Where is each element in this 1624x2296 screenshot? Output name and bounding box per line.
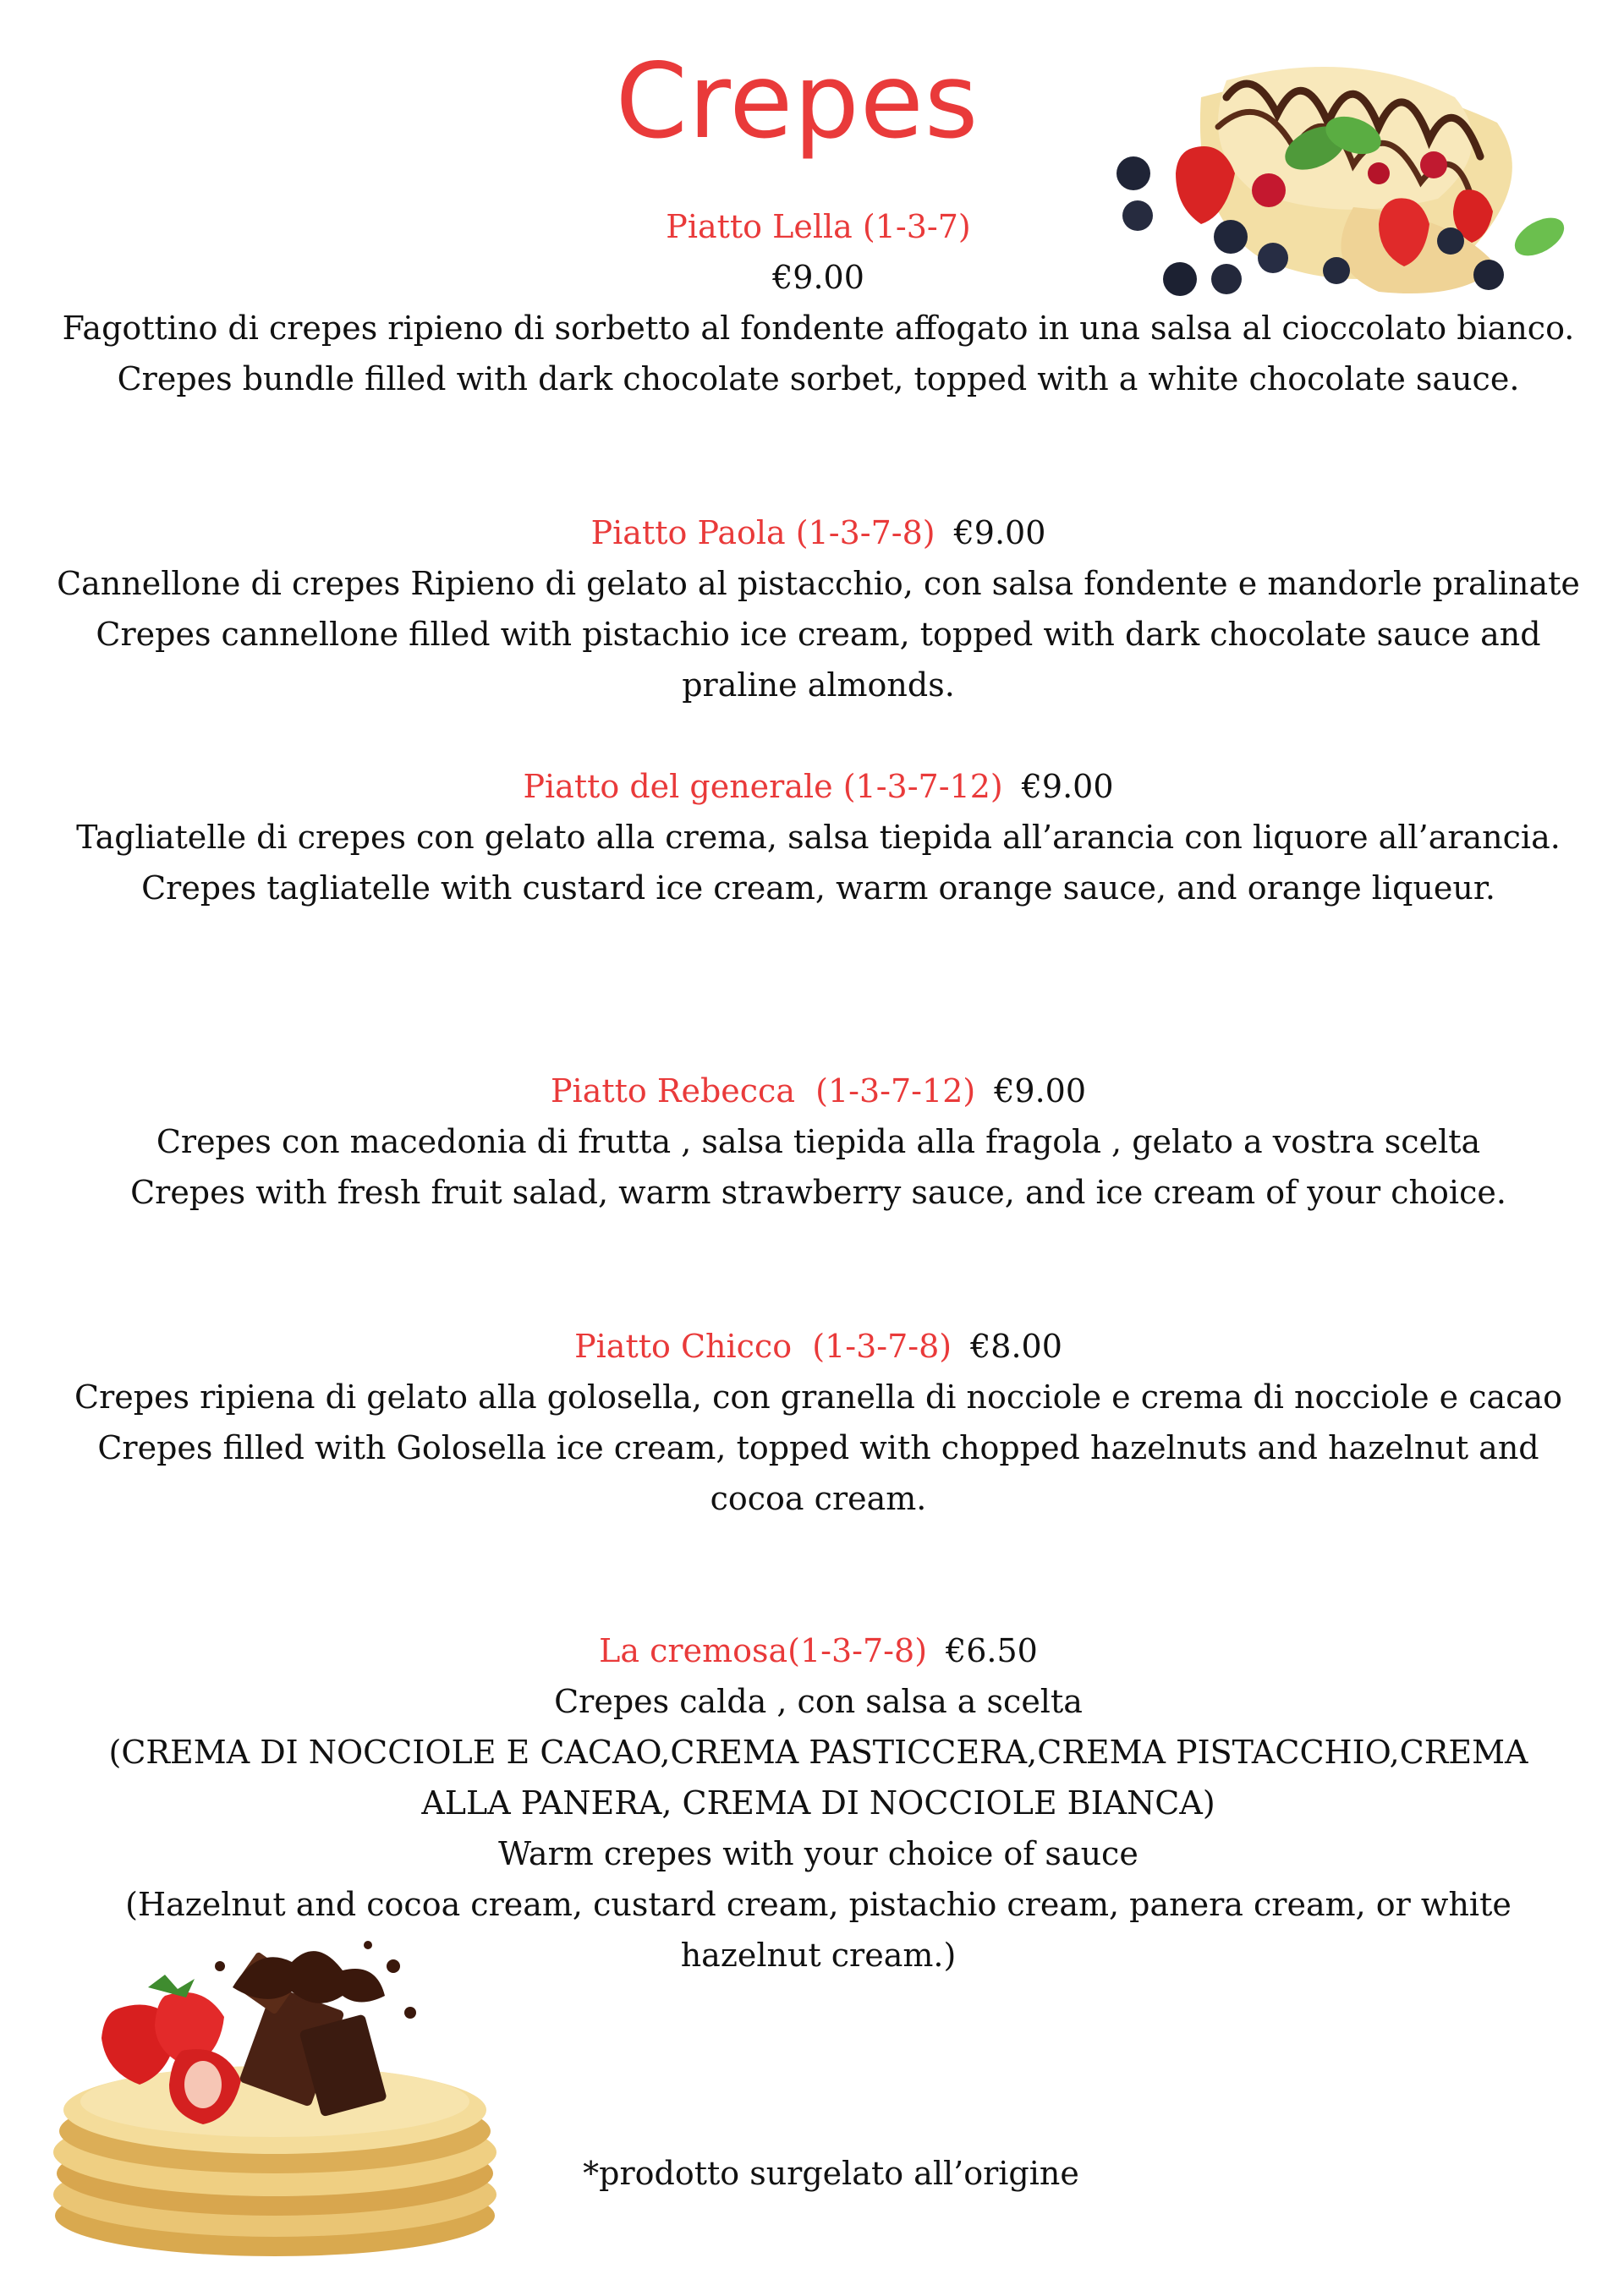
item-name: Piatto Lella (1-3-7): [666, 208, 971, 245]
item-price: €6.50: [946, 1632, 1038, 1669]
menu-item-piatto-paola: [42, 507, 1594, 710]
item-price: €8.00: [970, 1328, 1062, 1365]
item-price: €9.00: [1021, 768, 1114, 805]
item-name: Piatto Paola (1-3-7-8): [590, 514, 935, 551]
item-price: €9.00: [953, 514, 1046, 551]
footnote: *prodotto surgelato all’origine: [583, 2155, 1079, 2192]
item-description-it: Crepes con macedonia di frutta , salsa tiepida alla fragola , gelato a vostra scelta: [156, 1123, 1481, 1160]
item-heading: [42, 761, 1594, 812]
menu-item-piatto-rebecca: [42, 1066, 1594, 1218]
item-description-it: Fagottino di crepes ripieno di sorbetto al fondente affogato in una salsa al cioccolato bianco.: [62, 310, 1575, 347]
item-description-en: Warm crepes with your choice of sauce: [498, 1835, 1138, 1872]
item-description-it: Cannellone di crepes Ripieno di gelato al pistacchio, con salsa fondente e mandorle pralinate: [57, 565, 1580, 602]
item-heading: [42, 507, 1594, 558]
item-description-en: Crepes bundle filled with dark chocolate sorbet, topped with a white chocolate sauce.: [117, 360, 1520, 397]
item-description-it: Tagliatelle di crepes con gelato alla crema, salsa tiepida all’arancia con liquore all’arancia.: [76, 819, 1561, 856]
item-description-en: Crepes tagliatelle with custard ice cream, warm orange sauce, and orange liqueur.: [141, 869, 1495, 907]
item-description-en: Crepes with fresh fruit salad, warm strawberry sauce, and ice cream of your choice.: [130, 1174, 1506, 1211]
item-sauce-options-en: (Hazelnut and cocoa cream, custard cream, pistachio cream, panera cream, or white hazelnut cream.): [125, 1886, 1512, 1974]
item-description-en: Crepes filled with Golosella ice cream, topped with chopped hazelnuts and hazelnut and cocoa cream.: [97, 1429, 1539, 1517]
item-name: Piatto del generale (1-3-7-12): [523, 768, 1003, 805]
item-name: Piatto Rebecca (1-3-7-12): [550, 1072, 976, 1110]
menu-item-la-cremosa: [42, 1625, 1594, 1981]
item-heading: [42, 1066, 1594, 1116]
item-sauce-options-it: (CREMA DI NOCCIOLE E CACAO,CREMA PASTICCERA,CREMA PISTACCHIO,CREMA ALLA PANERA, CREMA DI NOCCIOLE BIANCA): [108, 1734, 1528, 1822]
menu-item-piatto-chicco: [42, 1321, 1594, 1524]
menu-item-piatto-lella: [42, 201, 1594, 404]
item-name: Piatto Chicco (1-3-7-8): [574, 1328, 952, 1365]
menu-item-piatto-del-generale: [42, 761, 1594, 913]
item-name: La cremosa(1-3-7-8): [599, 1632, 928, 1669]
item-heading: [42, 1625, 1594, 1676]
page-title: Crepes: [615, 41, 979, 162]
item-description-en: Crepes cannellone filled with pistachio ice cream, topped with dark chocolate sauce and praline almonds.: [96, 616, 1541, 704]
item-heading: [42, 1321, 1594, 1372]
pancake-stack-image: [38, 1928, 512, 2266]
item-price: €9.00: [994, 1072, 1087, 1110]
item-description-it: Crepes ripiena di gelato alla golosella, con granella di nocciole e crema di nocciole e cacao: [74, 1378, 1562, 1416]
item-price: €9.00: [772, 259, 864, 296]
item-description-it: Crepes calda , con salsa a scelta: [554, 1683, 1083, 1720]
